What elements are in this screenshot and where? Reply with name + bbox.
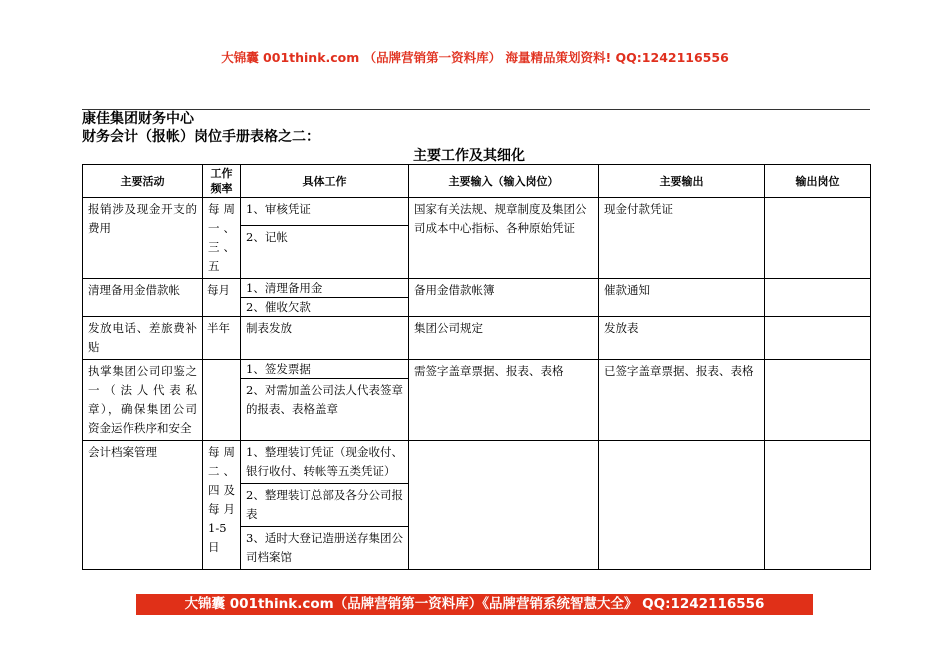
- output-cell: 已签字盖章票据、报表、表格: [599, 360, 765, 441]
- document-subtitle: 财务会计（报帐）岗位手册表格之二：: [82, 129, 320, 145]
- org-name: 康佳集团财务中心: [82, 111, 194, 127]
- frequency-cell: 每月: [203, 279, 241, 317]
- input-cell: 集团公司规定: [409, 317, 599, 360]
- output-post-cell: [765, 198, 871, 279]
- work-cell: 1、签发票据: [241, 360, 409, 379]
- frequency-line: 一 、: [208, 221, 235, 235]
- table-row: [83, 441, 871, 484]
- work-table: [82, 164, 871, 570]
- output-cell: 催款通知: [599, 279, 765, 317]
- work-cell: 2、对需加盖公司法人代表签章的报表、表格盖章: [241, 379, 409, 441]
- activity-cell: 报销涉及现金开支的费用: [83, 198, 203, 279]
- frequency-cell: [203, 360, 241, 441]
- frequency-line: 三 、: [208, 240, 235, 254]
- frequency-line: 每 月: [208, 502, 235, 516]
- table-row: [83, 317, 871, 360]
- activity-cell: 发放电话、差旅费补贴: [83, 317, 203, 360]
- frequency-line: 每 周: [208, 202, 235, 216]
- header-input: 主要输入（输入岗位）: [409, 165, 599, 198]
- output-cell: [599, 441, 765, 570]
- frequency-line: 二 、: [208, 464, 235, 478]
- activity-cell: 执掌集团公司印鉴之一（法人代表私章），确保集团公司资金运作秩序和安全: [83, 360, 203, 441]
- table-row: [83, 198, 871, 226]
- output-cell: 现金付款凭证: [599, 198, 765, 279]
- input-cell: 需签字盖章票据、报表、表格: [409, 360, 599, 441]
- table-header-row: [83, 165, 871, 198]
- output-post-cell: [765, 317, 871, 360]
- frequency-line: 每 周: [208, 445, 235, 459]
- table-title: 主要工作及其细化: [413, 148, 525, 164]
- header-work: 具体工作: [241, 165, 409, 198]
- frequency-cell: 半年: [203, 317, 241, 360]
- header-output-post: 输出岗位: [765, 165, 871, 198]
- header-output: 主要输出: [599, 165, 765, 198]
- frequency-line: 四 及: [208, 483, 235, 497]
- work-cell: 1、整理装订凭证（现金收付、银行收付、转帐等五类凭证）: [241, 441, 409, 484]
- header-frequency-line2: 频率: [210, 182, 233, 195]
- input-cell: 备用金借款帐簿: [409, 279, 599, 317]
- output-post-cell: [765, 360, 871, 441]
- work-cell: 3、适时大登记造册送存集团公司档案馆: [241, 527, 409, 570]
- frequency-line: 日: [208, 540, 220, 554]
- top-banner: 大锦囊 001think.com （品牌营销第一资料库） 海量精品策划资料! QQ:1242116556: [221, 50, 729, 65]
- frequency-cell: [203, 441, 241, 570]
- work-cell: 制表发放: [241, 317, 409, 360]
- frequency-line: 1-5: [208, 521, 227, 535]
- output-post-cell: [765, 279, 871, 317]
- frequency-cell: [203, 198, 241, 279]
- input-cell: [409, 441, 599, 570]
- header-frequency: [203, 165, 241, 198]
- output-post-cell: [765, 441, 871, 570]
- header-activity: 主要活动: [83, 165, 203, 198]
- activity-cell: 清理备用金借款帐: [83, 279, 203, 317]
- work-cell: 1、审核凭证: [241, 198, 409, 226]
- frequency-line: 五: [208, 259, 220, 273]
- table-row: [83, 279, 871, 298]
- work-cell: 2、记帐: [241, 226, 409, 279]
- work-cell: 2、整理装订总部及各分公司报表: [241, 484, 409, 527]
- table-row: [83, 360, 871, 379]
- input-cell: 国家有关法规、规章制度及集团公司成本中心指标、各种原始凭证: [409, 198, 599, 279]
- work-cell: 1、清理备用金: [241, 279, 409, 298]
- output-cell: 发放表: [599, 317, 765, 360]
- bottom-banner: 大锦囊 001think.com（品牌营销第一资料库）《品牌营销系统智慧大全》 QQ:1242116556: [136, 594, 813, 615]
- activity-cell: 会计档案管理: [83, 441, 203, 570]
- header-rule: [82, 109, 870, 110]
- header-frequency-line1: 工作: [210, 167, 233, 180]
- work-cell: 2、催收欠款: [241, 298, 409, 317]
